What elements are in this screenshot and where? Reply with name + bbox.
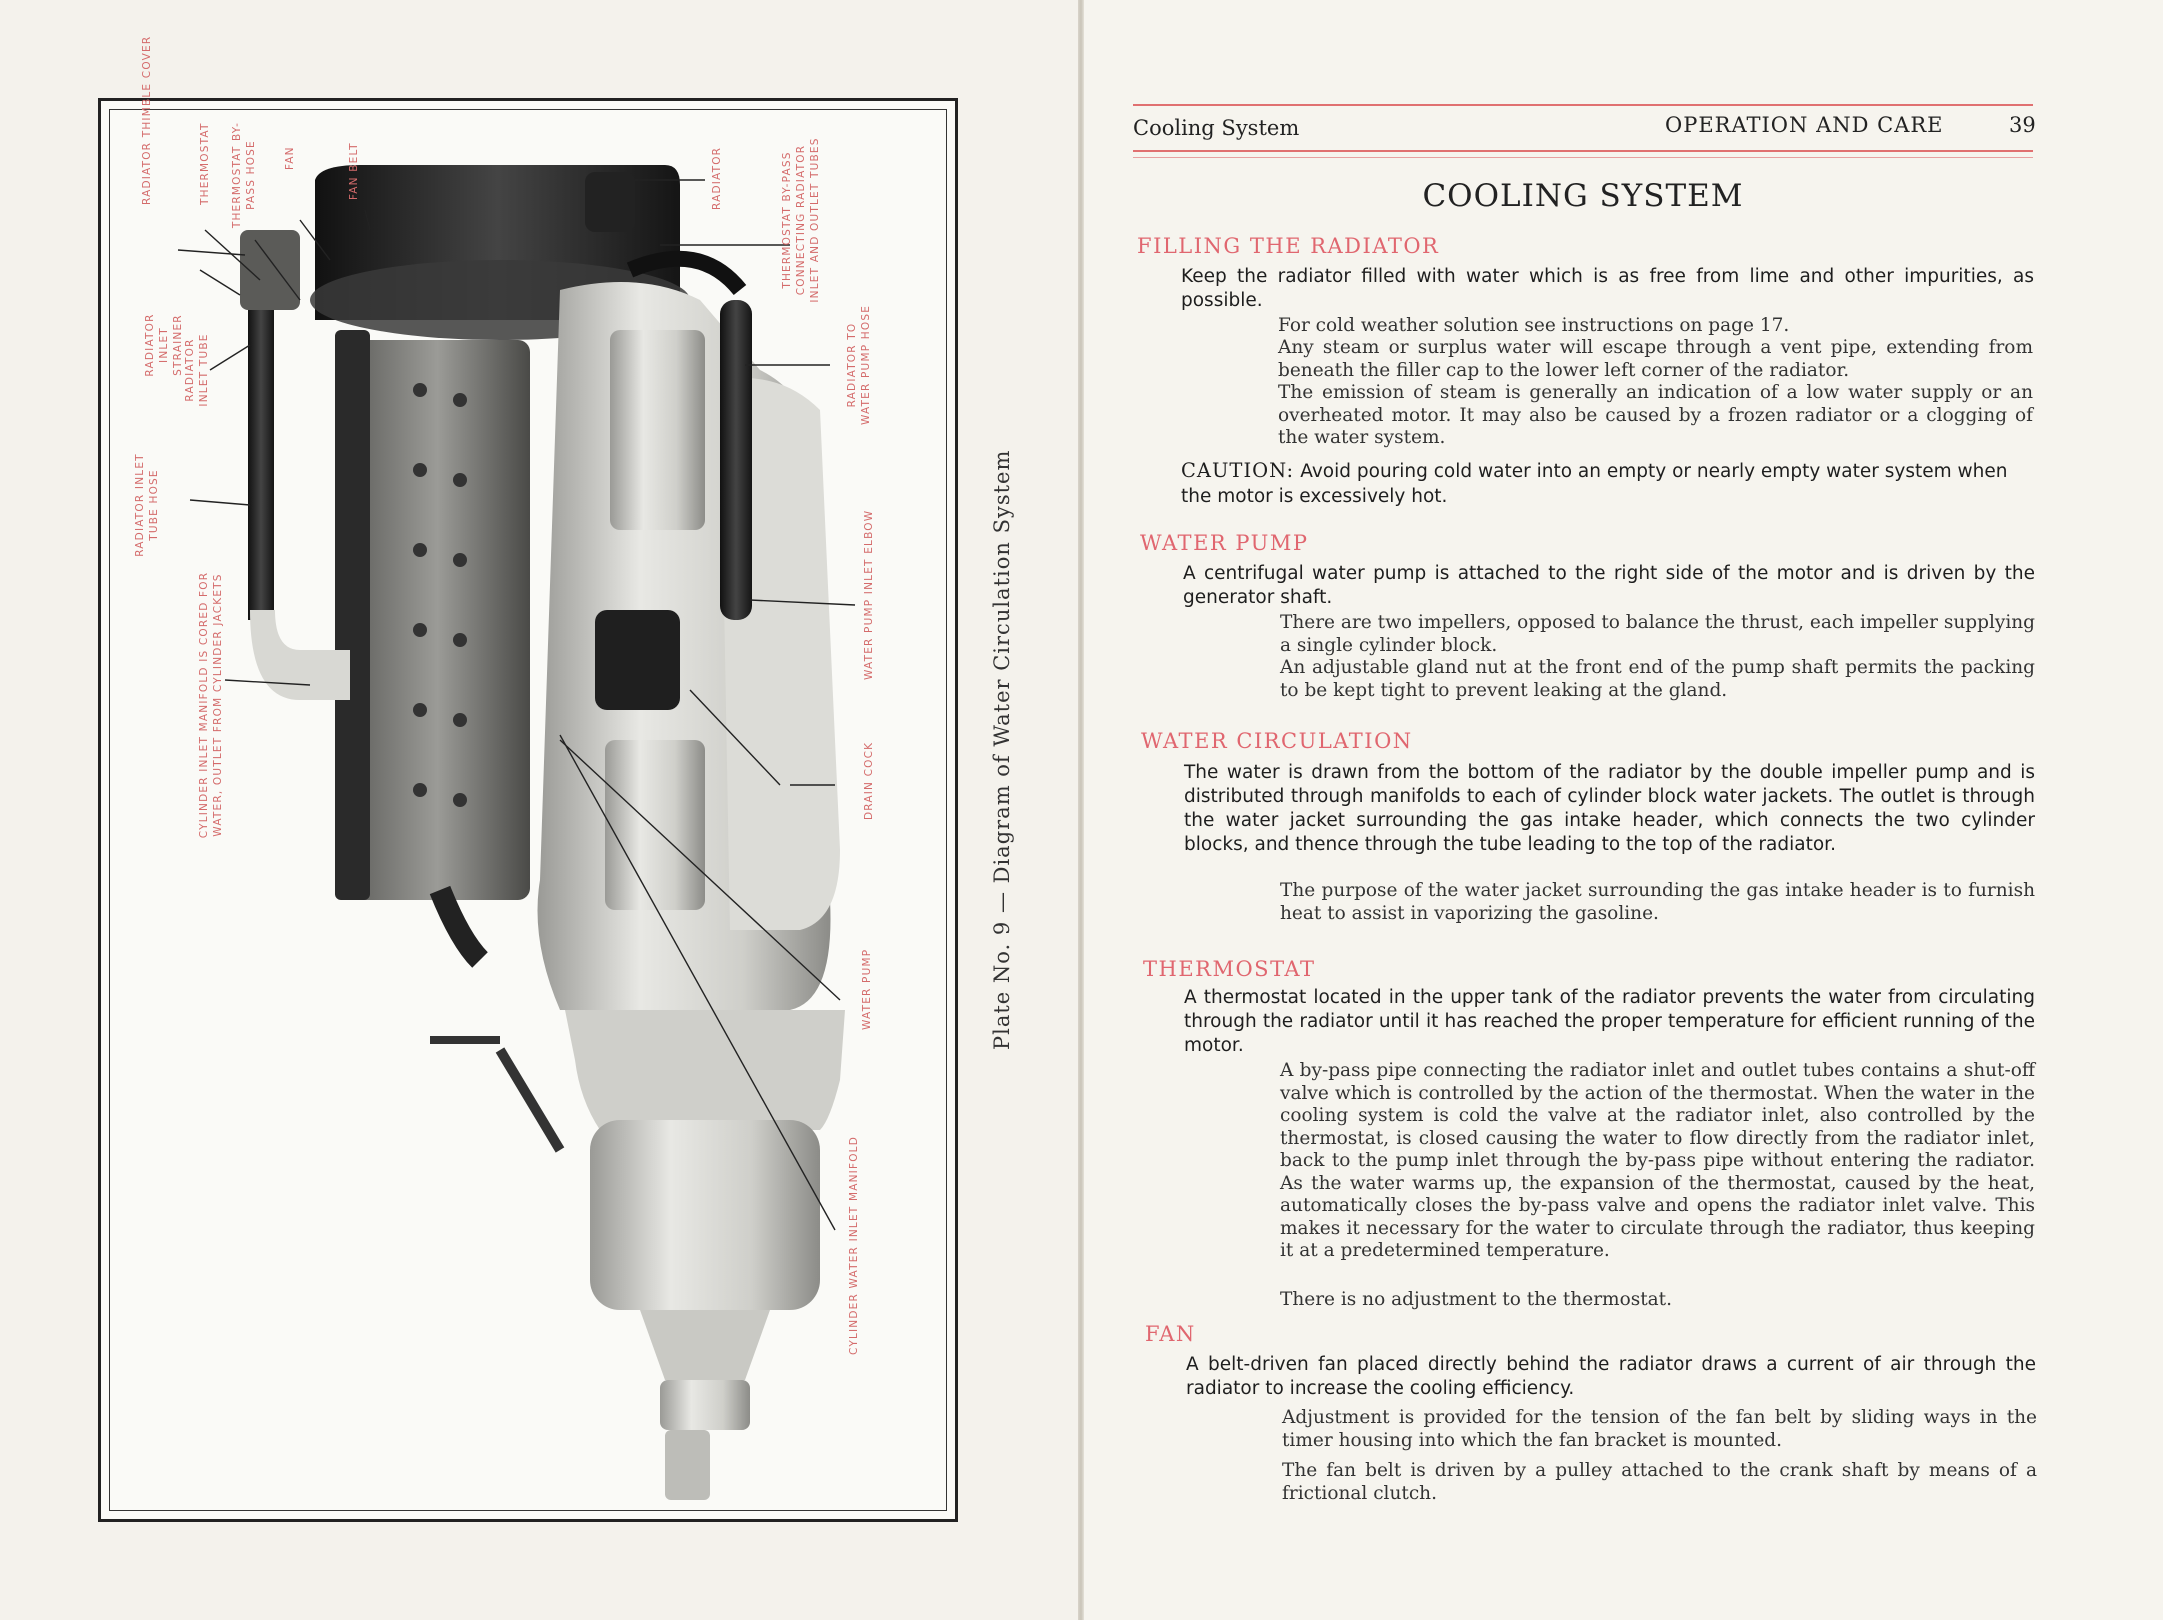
water-pump-body	[595, 610, 680, 710]
callout-text: RADIATOR INLET STRAINER	[144, 313, 184, 377]
callout-text: RADIATOR	[711, 146, 723, 210]
heading-filling: FILLING THE RADIATOR	[1137, 234, 1440, 258]
caution-label: CAUTION:	[1181, 459, 1295, 482]
page-title: COOLING SYSTEM	[1422, 178, 1744, 214]
output-shaft	[665, 1430, 710, 1500]
thermostat-sub1: A by-pass pipe connecting the radiator inlet and outlet tubes contains a shut-off valve which is controlled by the action of the thermostat. When the water in the cooling system is cold the valve at the radiator inlet, also controlled by the thermostat, is closed causing the water to flow directly from the radiator inlet, back to the pump inlet through the by-pass pipe without entering the radiator. As the water warms up, the expansion of the thermostat, caused by the heat, automatically closes the by-pass valve and opens the radiator inlet valve. This makes it necessary for the water to circulate through the radiator, thus keeping it at a predetermined temperature.	[1280, 1060, 2035, 1261]
callout-text: THERMOSTAT BY-PASS CONNECTING RADIATOR INLET AND OUTLET TUBES	[781, 137, 821, 303]
page-number: 39	[2009, 113, 2036, 137]
thermostat-sub2: There is no adjustment to the thermostat.	[1280, 1289, 1672, 1310]
tail-shaft	[640, 1310, 770, 1380]
radiator-inlet-tube	[248, 300, 274, 620]
callout-text: RADIATOR INLET TUBE	[184, 333, 210, 407]
fan-text: A belt-driven fan placed directly behind the radiator draws a current of air through the radiator to increase the cooling efficiency.	[1186, 1354, 2036, 1399]
pump-sub1: There are two impellers, opposed to balance the thrust, each impeller supplying a single cylinder block.	[1280, 612, 2035, 656]
gearbox	[565, 1010, 845, 1130]
plate-caption-text: Plate No. 9 — Diagram of Water Circulation System	[990, 449, 1014, 1050]
radiator-pump-hose	[720, 300, 752, 620]
cylinder-head-left	[335, 330, 370, 900]
header-rule-top	[1133, 104, 2033, 106]
transmission	[590, 1120, 820, 1310]
pump-sub2: An adjustable gland nut at the front end of the pump shaft permits the packing to be kept tight to prevent leaking at the gland.	[1280, 657, 2035, 701]
callout-text: WATER PUMP	[861, 948, 873, 1030]
filling-sub2: Any steam or surplus water will escape through a vent pipe, extending from beneath the filler cap to the lower left corner of the radiator.	[1278, 337, 2033, 381]
callout-text: THERMOSTAT	[199, 122, 211, 205]
callout-text: CYLINDER WATER INLET MANIFOLD	[848, 1136, 860, 1355]
running-header	[1133, 108, 2036, 154]
caution-note	[1181, 459, 2034, 509]
circulation-text: The water is drawn from the bottom of the radiator by the double impeller pump and is distributed through manifolds to each of cylinder block water jackets. The outlet is through the water jacket surrounding the gas intake header, which connects the two cylinder blocks, and thence through the tube leading to the top of the radiator.	[1184, 762, 2035, 855]
thermostat-text: A thermostat located in the upper tank of the radiator prevents the water from circulating through the radiator until it has reached the proper temperature for efficient running of the motor.	[1184, 987, 2035, 1056]
header-section: Cooling System	[1133, 116, 1300, 140]
exhaust-stub	[440, 890, 480, 960]
fan-sub2: The fan belt is driven by a pulley attached to the crank shaft by means of a frictional clutch.	[1282, 1460, 2037, 1504]
filling-sub3: The emission of steam is generally an indication of a low water supply or an overheated motor. It may also be caused by a frozen radiator or a clogging of the water system.	[1278, 382, 2033, 448]
callout-text: FAN BELT	[348, 142, 360, 200]
header-rule-bottom-thin	[1133, 157, 2033, 158]
caution-text: Avoid pouring cold water into an empty or nearly empty water system when the motor is excessively hot.	[1181, 461, 2008, 507]
pump-text: A centrifugal water pump is attached to the right side of the motor and is driven by the generator shaft.	[1183, 563, 2035, 608]
heading-thermostat: THERMOSTAT	[1143, 957, 1316, 981]
filling-text: Keep the radiator filled with water which is as free from lime and other impurities, as possible.	[1181, 266, 2034, 311]
radiator-cap	[585, 172, 635, 232]
engine-illustration	[0, 0, 1081, 1620]
pedal-arm	[500, 1050, 560, 1150]
callout-text: FAN	[284, 146, 296, 170]
callout-text: CYLINDER INLET MANIFOLD IS CORED FOR WATER, OUTLET FROM CYLINDER JACKETS	[198, 571, 224, 839]
cylinder-block	[345, 340, 530, 900]
generator	[610, 330, 705, 530]
header-book-title: OPERATION AND CARE	[1665, 113, 1944, 137]
heading-water-pump: WATER PUMP	[1140, 531, 1309, 555]
circulation-sub1: The purpose of the water jacket surrounding the gas intake header is to furnish heat to assist in vaporizing the gasoline.	[1280, 880, 2035, 924]
callout-text: RADIATOR TO WATER PUMP HOSE	[846, 304, 872, 426]
callout-text: RADIATOR THIMBLE COVER	[141, 35, 153, 205]
callout-text: THERMOSTAT BY-PASS HOSE	[231, 121, 257, 229]
heading-fan: FAN	[1145, 1322, 1196, 1346]
callout-text: DRAIN COCK	[863, 741, 875, 820]
header-rule-bottom	[1133, 150, 2033, 152]
generator-2	[605, 740, 705, 910]
filling-sub1: For cold weather solution see instructions on page 17.	[1278, 315, 1790, 336]
callout-text: WATER PUMP INLET ELBOW	[863, 509, 875, 680]
tail-flange	[660, 1380, 750, 1430]
heading-water-circulation: WATER CIRCULATION	[1141, 729, 1413, 753]
callout-text: RADIATOR INLET TUBE HOSE	[134, 453, 160, 557]
fan-sub1: Adjustment is provided for the tension of the fan belt by sliding ways in the timer housing into which the fan bracket is mounted.	[1282, 1407, 2037, 1451]
